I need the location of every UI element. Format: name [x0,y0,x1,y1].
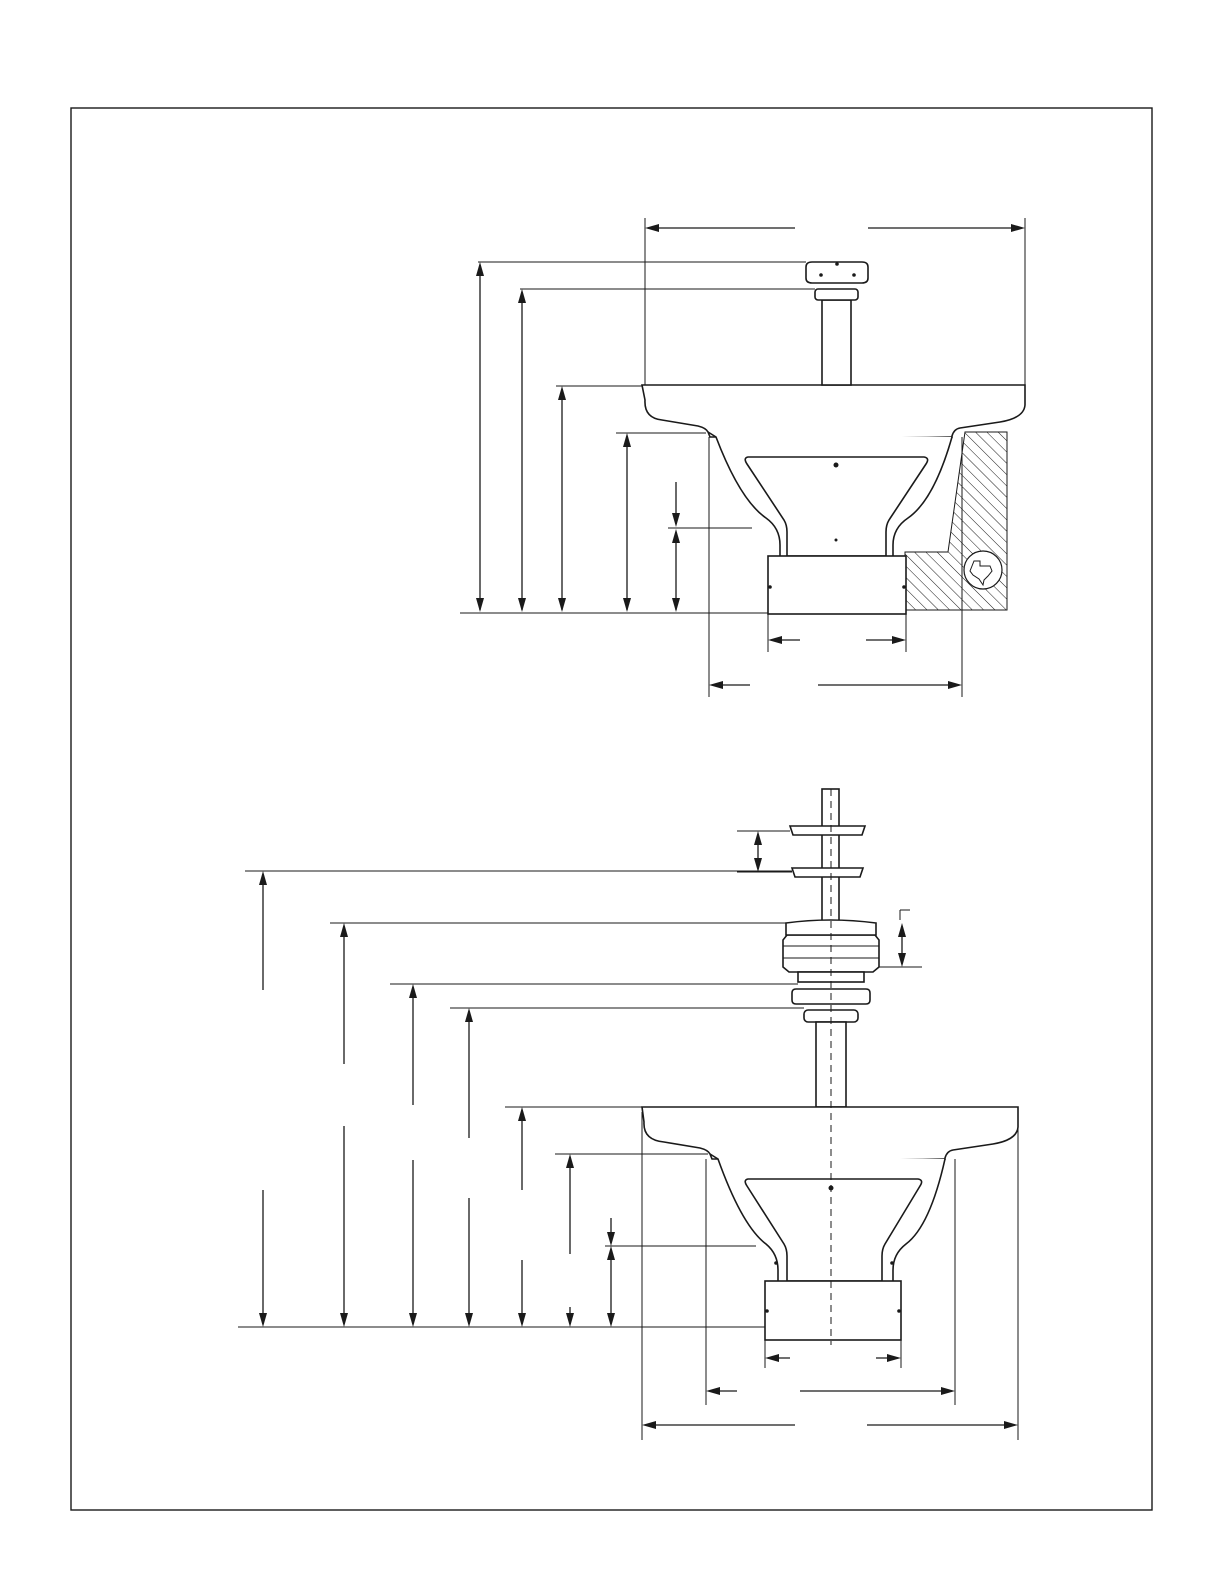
top-collar [815,289,858,300]
bowl-rim-lower [642,1107,1018,1159]
pedestal-base-lower [765,1281,901,1340]
bottom-horizontal-dimensions [642,1354,1018,1429]
pedestal-base [768,556,906,614]
riser-column [822,300,851,385]
upper-pipe [822,789,839,927]
top-vertical-dimensions [476,262,680,612]
column-mount-elevation [238,789,1018,1440]
bowl-rim [642,385,1025,437]
upper-bracket [790,826,865,835]
lower-bracket [792,868,863,877]
wall-mount-elevation [460,218,1025,697]
fountain-head [783,935,879,972]
